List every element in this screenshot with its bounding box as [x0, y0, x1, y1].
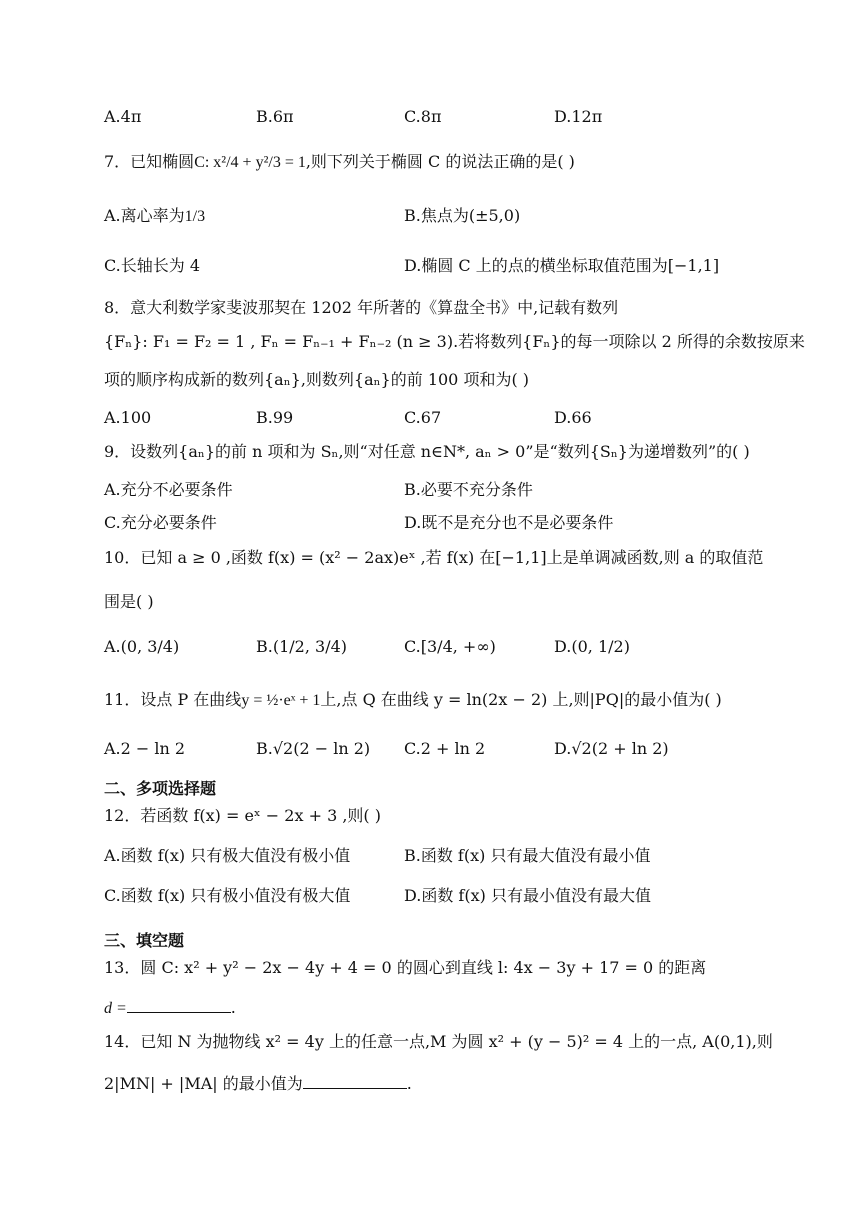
q8-line-3: 项的顺序构成新的数列{aₙ},则数列{aₙ}的前 100 项和为( )	[104, 370, 530, 389]
q14-answer-blank[interactable]	[303, 1074, 407, 1089]
q8-option-d: D.66	[554, 408, 592, 427]
q9-option-a: A.充分不必要条件	[104, 480, 233, 499]
q7-stem-a: 7．已知椭圆	[104, 152, 195, 171]
q10-option-d: D.(0, 1/2)	[554, 637, 630, 656]
q13-line-1: 13．圆 C: x² + y² − 2x − 4y + 4 = 0 的圆心到直线 l: 4x − 3y + 17 = 0 的距离	[104, 958, 707, 977]
q9-stem: 9．设数列{aₙ}的前 n 项和为 Sₙ,则“对任意 n∈N*, aₙ > 0”是“数列{Sₙ}为递增数列”的( )	[104, 442, 750, 461]
q10-option-c: C.[3/4, +∞)	[404, 637, 496, 656]
q11-option-b: B.√2(2 − ln 2)	[256, 739, 371, 758]
q8-options	[104, 405, 784, 431]
q8-line-2: {Fₙ}: F₁ = F₂ = 1 , Fₙ = Fₙ₋₁ + Fₙ₋₂ (n ≥ 3).若将数列{Fₙ}的每一项除以 2 所得的余数按原来	[104, 332, 805, 351]
q11-curve-1: y = ½·eˣ + 1	[241, 692, 321, 709]
q12-stem: 12．若函数 f(x) = eˣ − 2x + 3 ,则( )	[104, 806, 381, 825]
q11-stem	[104, 688, 722, 713]
q12-option-b: B.函数 f(x) 只有最大值没有最小值	[404, 846, 651, 865]
q8-option-c: C.67	[404, 408, 442, 427]
q9-option-c: C.充分必要条件	[104, 513, 217, 532]
q7-option-a-value: 1/3	[184, 208, 206, 225]
q13-line-2: d = .	[104, 998, 236, 1017]
q6-option-b: B.6π	[256, 107, 294, 126]
q12-option-d: D.函数 f(x) 只有最小值没有最大值	[404, 886, 651, 905]
q7-option-d: D.椭圆 C 上的点的横坐标取值范围为[−1,1]	[404, 256, 720, 275]
q6-option-c: C.8π	[404, 107, 442, 126]
q11-option-a: A.2 − ln 2	[104, 739, 186, 758]
q9-option-b: B.必要不充分条件	[404, 480, 533, 499]
q7-option-a-label: A.离心率为	[104, 206, 185, 225]
q10-line-2: 围是( )	[104, 592, 154, 611]
q12-option-a: A.函数 f(x) 只有极大值没有极小值	[104, 846, 351, 865]
q6-option-a: A.4π	[104, 107, 142, 126]
q7-option-b: B.焦点为(±5,0)	[404, 206, 521, 225]
q13-answer-blank[interactable]	[127, 998, 231, 1013]
q8-option-b: B.99	[256, 408, 294, 427]
q11-stem-b: 上,点 Q 在曲线 y = ln(2x − 2) 上,则|PQ|的最小值为( )	[320, 690, 722, 709]
q7-ellipse-formula: C: x²/4 + y²/3 = 1	[194, 154, 306, 171]
q7-option-c: C.长轴长为 4	[104, 256, 201, 275]
q7-stem	[104, 148, 575, 177]
q11-option-c: C.2 + ln 2	[404, 739, 486, 758]
q10-line-1: 10．已知 a ≥ 0 ,函数 f(x) = (x² − 2ax)eˣ ,若 f(x) 在[−1,1]上是单调减函数,则 a 的取值范	[104, 548, 764, 567]
q11-stem-a: 11．设点 P 在曲线	[104, 690, 242, 709]
q7-option-a	[104, 204, 205, 229]
q8-option-a: A.100	[104, 408, 152, 427]
section-fill-in-heading: 三、填空题	[104, 931, 185, 950]
q8-line-1: 8．意大利数学家斐波那契在 1202 年所著的《算盘全书》中,记载有数列	[104, 298, 619, 317]
q10-options	[104, 634, 784, 660]
q12-option-c: C.函数 f(x) 只有极小值没有极大值	[104, 886, 351, 905]
q10-option-a: A.(0, 3/4)	[104, 637, 180, 656]
q14-line-2-text: 2|MN| + |MA| 的最小值为	[104, 1074, 303, 1093]
q7-stem-b: ,则下列关于椭圆 C 的说法正确的是( )	[305, 152, 575, 171]
q14-line-1: 14．已知 N 为抛物线 x² = 4y 上的任意一点,M 为圆 x² + (y − 5)² = 4 上的一点, A(0,1),则	[104, 1032, 773, 1051]
q6-option-d: D.12π	[554, 107, 603, 126]
q11-option-d: D.√2(2 + ln 2)	[554, 739, 669, 758]
q11-options	[104, 736, 784, 762]
q13-d-label: d =	[104, 1000, 127, 1017]
q10-option-b: B.(1/2, 3/4)	[256, 637, 347, 656]
q9-option-d: D.既不是充分也不是必要条件	[404, 513, 614, 532]
q14-line-2: 2|MN| + |MA| 的最小值为 .	[104, 1074, 412, 1093]
section-multiple-choice-heading: 二、多项选择题	[104, 779, 217, 798]
q6-options	[104, 104, 784, 130]
